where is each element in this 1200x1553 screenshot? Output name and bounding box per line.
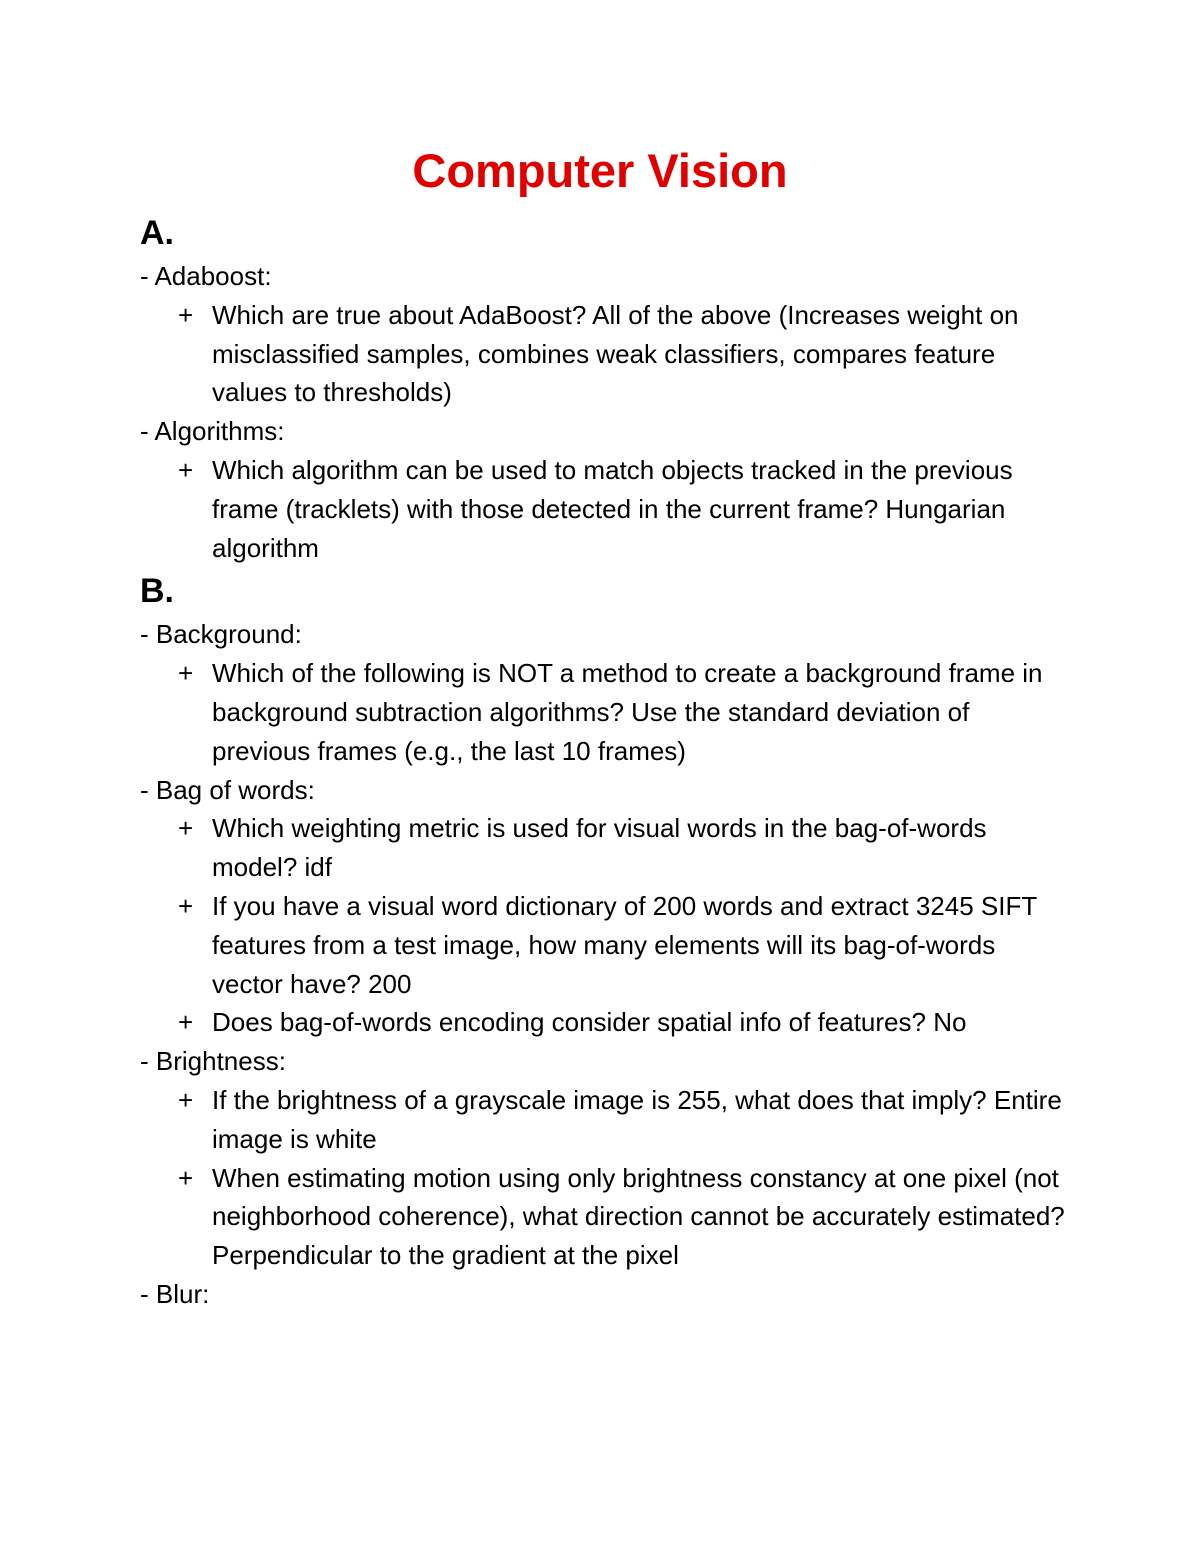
topic-label-algorithms: - Algorithms: xyxy=(140,416,285,447)
bullet-marker: + xyxy=(178,890,194,921)
item-text: Which of the following is NOT a method to create a background frame in background subtraction algorithms? Use the standard deviation of previous frames (e.g., the last 10 frames) xyxy=(212,658,1043,766)
bullet-marker: + xyxy=(178,658,194,689)
list-item xyxy=(140,887,1070,1003)
section-a xyxy=(140,209,1070,567)
bullet-marker: + xyxy=(178,299,194,330)
section-heading: A. xyxy=(140,214,174,252)
item-text: When estimating motion using only brightness constancy at one pixel (not neighborhood coherence), what direction cannot be accurately estimated? Perpendicular to the gradient at the pixel xyxy=(212,1162,1065,1271)
topic-label-brightness: - Brightness: xyxy=(140,1046,286,1077)
list-item xyxy=(140,1159,1070,1275)
list-item xyxy=(140,809,1070,887)
bullet-marker: + xyxy=(178,1084,194,1115)
list-item xyxy=(140,1081,1070,1159)
topic-label-adaboost: - Adaboost: xyxy=(140,261,272,291)
list-item xyxy=(140,654,1070,770)
bullet-marker: + xyxy=(178,813,194,844)
topic-label-background: - Background: xyxy=(140,619,302,650)
item-text: If you have a visual word dictionary of 200 words and extract 3245 SIFT features from a test image, how many elements will its bag-of-words vector have? 200 xyxy=(212,890,1037,999)
section-heading: B. xyxy=(140,572,174,611)
page-title: Computer Vision xyxy=(412,144,788,197)
bullet-marker: + xyxy=(178,1007,194,1038)
topic-label-blur: - Blur: xyxy=(140,1278,210,1309)
item-text: Which weighting metric is used for visual words in the bag-of-words model? idf xyxy=(212,813,987,883)
list-item xyxy=(140,296,1070,412)
bullet-marker: + xyxy=(178,454,194,485)
item-text: If the brightness of a grayscale image is 255, what does that imply? Entire image is white xyxy=(212,1084,1062,1154)
item-text: Does bag-of-words encoding consider spatial info of features? No xyxy=(212,1007,967,1038)
bullet-marker: + xyxy=(178,1162,194,1193)
section-b xyxy=(140,567,1070,1313)
document-body xyxy=(140,209,1070,1314)
item-text: Which algorithm can be used to match objects tracked in the previous frame (tracklets) with those detected in the current frame? Hungarian algorithm xyxy=(212,454,1013,563)
list-item xyxy=(140,451,1070,567)
item-text: Which are true about AdaBoost? All of the above (Increases weight on misclassified samples, combines weak classifiers, compares feature values to thresholds) xyxy=(212,299,1019,408)
list-item xyxy=(140,1003,1070,1042)
topic-label-bag-of-words: - Bag of words: xyxy=(140,774,315,805)
